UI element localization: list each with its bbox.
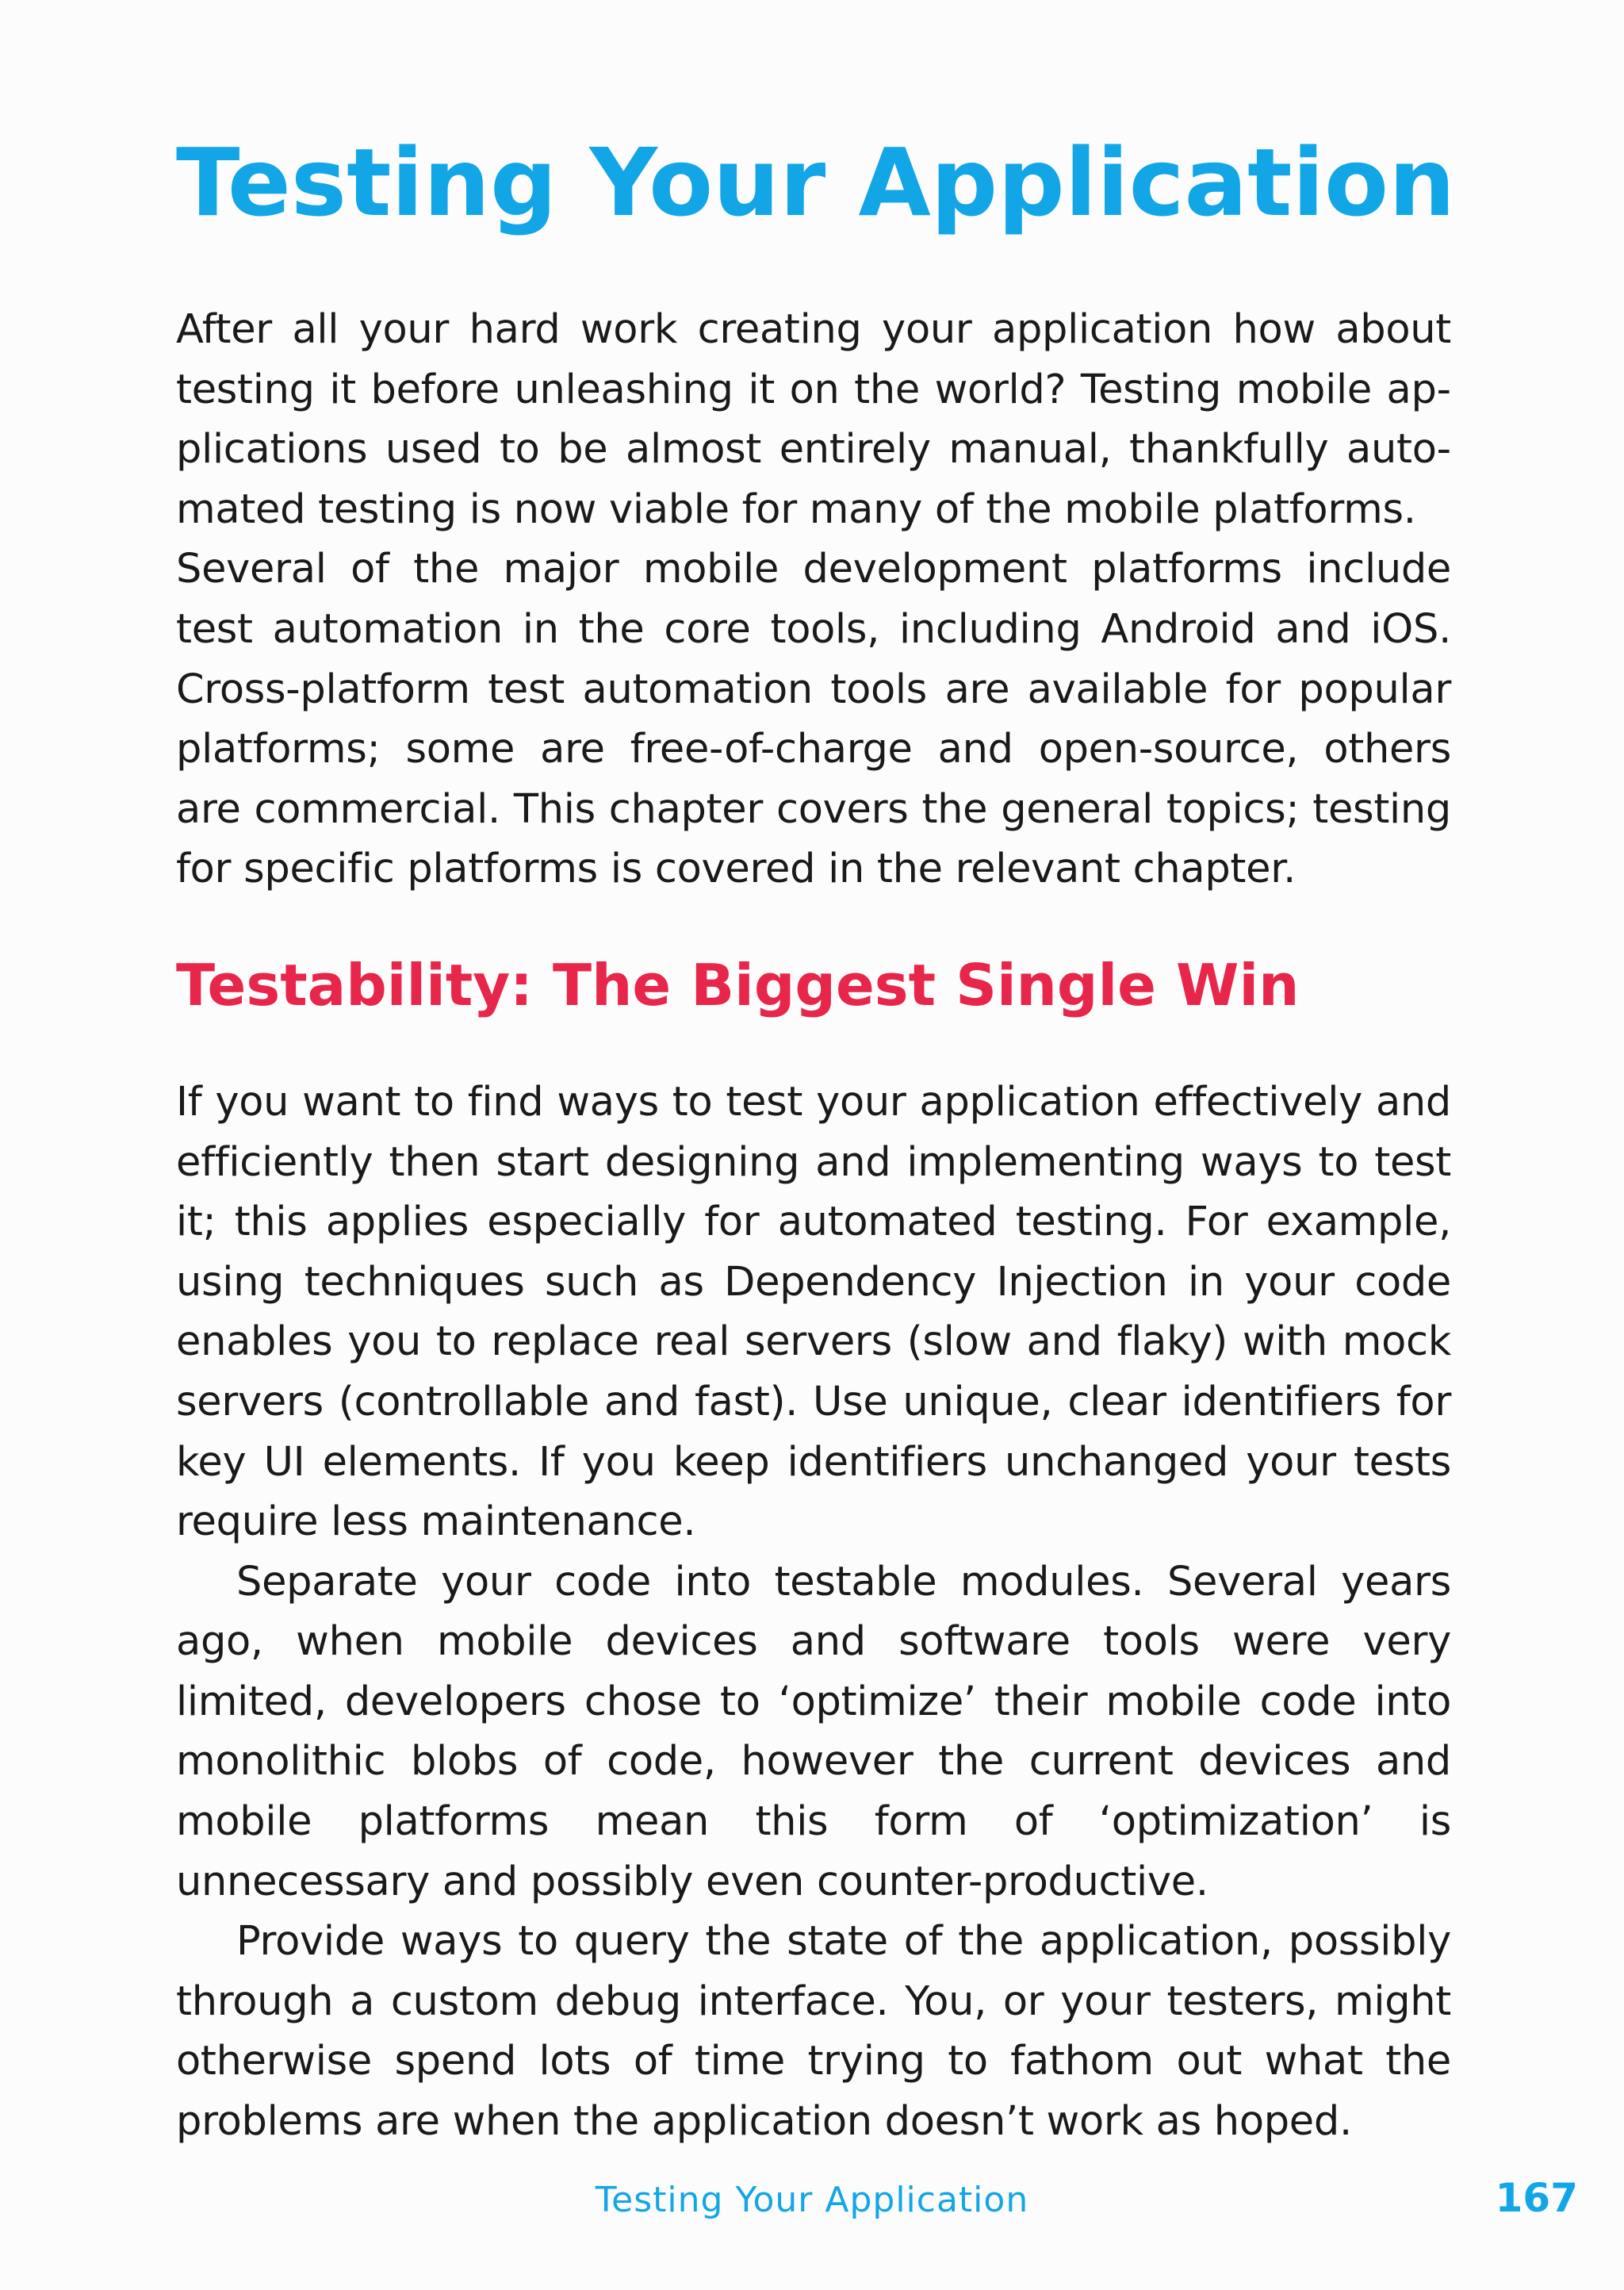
page-content (176, 119, 1456, 2152)
running-footer-title: Testing Your Application (595, 2180, 1029, 2220)
section-paragraph-1: If you want to find ways to test your application effectively and efficiently then start designing and implementing ways to test it; this applies especially for automated testing. For example, using techniques such as Dependency Injection in your code enables you to replace real servers (slow and flaky) with mock servers (controllable and fast). Use unique, clear identifiers for key UI elements. If you keep identifiers unchanged your tests require less maintenance. (176, 1078, 1451, 1546)
section-heading: Testability: The Biggest Single Win (176, 951, 1300, 1018)
intro-paragraph-2: Several of the major mobile development platforms include test automation in the core tools, including Android and iOS. Cross-platform test automation tools are available for popular platforms; some are free-of-charge and open-source, others are commercial. This chapter covers the general topics; testing for specific platforms is covered in the relevant chapter. (176, 546, 1451, 893)
intro-paragraph-1: After all your hard work creating your application how about testing it before unleashing it on the world? Testing mobile applications used to be almost entirely manual, thankfully automated testing is now viable for many of the mobile platforms. (176, 306, 1451, 533)
chapter-title: Testing Your Application (176, 128, 1456, 237)
page-number: 167 (1495, 2175, 1578, 2221)
section-paragraph-3: Provide ways to query the state of the application, possibly through a custom debug interface. You, or your testers, might otherwise spend lots of time trying to fathom out what the problems are when the application doesn’t work as hoped. (176, 1918, 1451, 2146)
section-body (176, 1072, 1451, 2152)
section-paragraph-2: Separate your code into testable modules. Several years ago, when mobile devices and software tools were very limited, developers chose to ‘optimize’ their mobile code into monolithic blobs of code, however the current devices and mobile platforms mean this form of ‘optimization’ is unnecessary and possibly even counter-productive. (176, 1558, 1451, 1905)
